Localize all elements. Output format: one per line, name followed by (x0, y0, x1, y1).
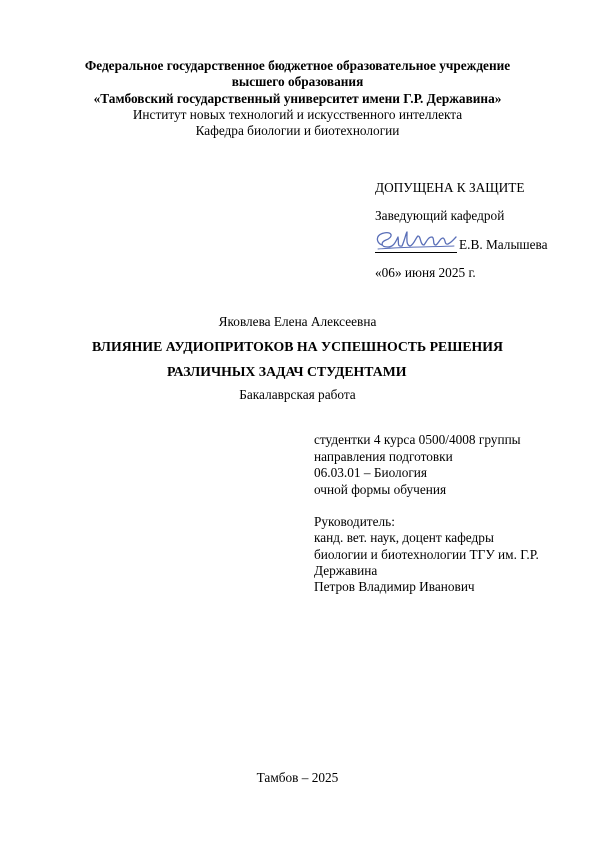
header-institution-line1: Федеральное государственное бюджетное образовательное учреждение (84, 58, 511, 73)
student-line3: 06.03.01 – Биология (314, 465, 428, 480)
approval-title: ДОПУЩЕНА К ЗАЩИТЕ (375, 180, 525, 195)
thesis-title-line1: ВЛИЯНИЕ АУДИОПРИТОКОВ НА УСПЕШНОСТЬ РЕШЕНИЯ (92, 339, 503, 354)
author-name: Яковлева Елена Алексеевна (218, 314, 377, 329)
supervisor-line3: Державина (314, 563, 378, 578)
supervisor-name: Петров Владимир Иванович (314, 579, 475, 594)
supervisor-label: Руководитель: (314, 514, 395, 529)
thesis-title-line2: РАЗЛИЧНЫХ ЗАДАЧ СТУДЕНТАМИ (167, 364, 407, 379)
supervisor-line1: канд. вет. наук, доцент кафедры (314, 530, 494, 545)
signature-icon (372, 227, 457, 253)
header-institution-line2: высшего образования (231, 74, 364, 89)
supervisor-line2: биологии и биотехнологии ТГУ им. Г.Р. (314, 547, 539, 562)
footer-place-year: Тамбов – 2025 (256, 770, 339, 785)
header-university: «Тамбовский государственный университет имени Г.Р. Державина» (93, 91, 502, 106)
header-institute: Институт новых технологий и искусственного интеллекта (132, 107, 463, 122)
approval-date: «06» июня 2025 г. (375, 265, 476, 280)
student-line2: направления подготовки (314, 449, 453, 464)
work-type: Бакалаврская работа (239, 387, 356, 402)
approval-head-name: Е.В. Малышева (459, 237, 548, 252)
approval-role: Заведующий кафедрой (375, 208, 505, 223)
student-line4: очной формы обучения (314, 482, 447, 497)
header-department: Кафедра биологии и биотехнологии (195, 123, 400, 138)
student-line1: студентки 4 курса 0500/4008 группы (314, 432, 521, 447)
